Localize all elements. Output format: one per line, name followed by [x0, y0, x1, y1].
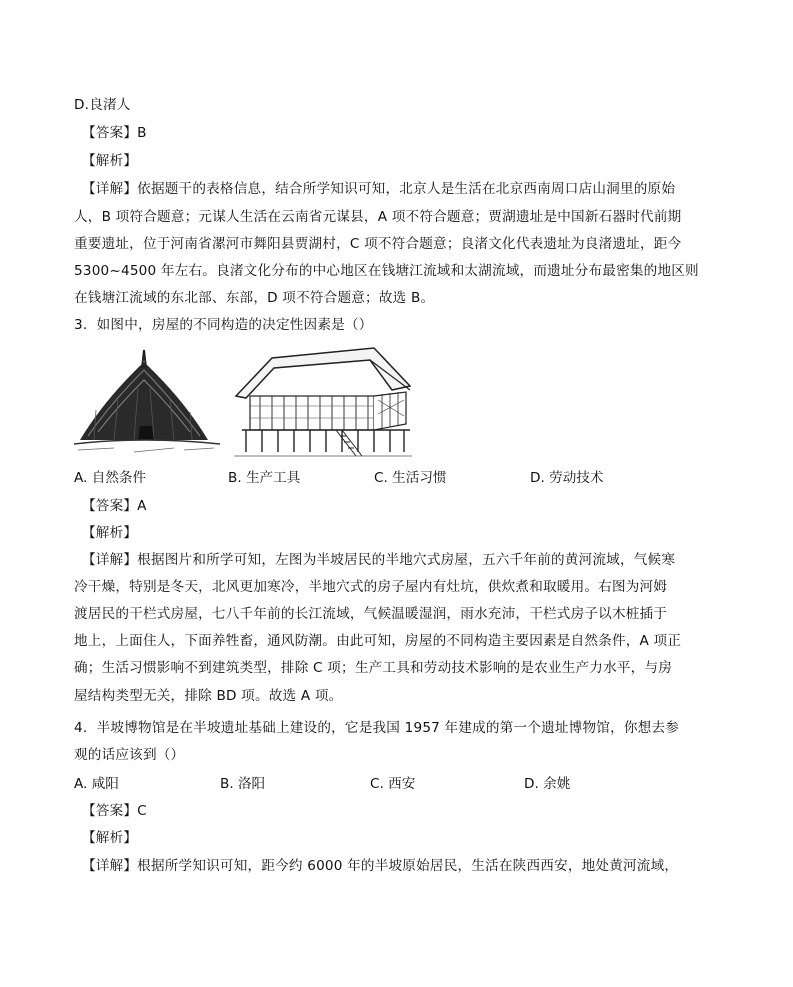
- semi-subterranean-hut-illustration: [74, 350, 220, 452]
- q4-option-a: A. 咸阳: [74, 776, 119, 792]
- q2-option-d: D.良渚人: [74, 97, 131, 113]
- q2-detail-line: 5300~4500 年左右。良渚文化分布的中心地区在钱塘江流域和太湖流域，而遗址分布最密集的地区则: [74, 263, 699, 279]
- q4-option-b: B. 洛阳: [220, 776, 266, 792]
- q2-analysis-heading: 【解析】: [82, 153, 138, 169]
- q4-question: 观的话应该到（）: [74, 747, 185, 763]
- q4-answer: 【答案】C: [82, 803, 147, 819]
- q3-houses-figure: [74, 340, 414, 458]
- q3-detail-line: 确；生活习惯影响不到建筑类型，排除 C 项；生产工具和劳动技术影响的是农业生产力水平，与房: [74, 660, 673, 676]
- q3-detail-line: 地上，上面住人，下面养牲畜，通风防潮。由此可知，房屋的不同构造主要因素是自然条件，A 项正: [74, 633, 682, 649]
- q4-analysis-heading: 【解析】: [82, 830, 138, 846]
- q2-answer: 【答案】B: [82, 125, 147, 141]
- q3-detail-line: 屋结构类型无关，排除 BD 项。故选 A 项。: [74, 688, 343, 704]
- q3-detail-line: 渡居民的干栏式房屋，七八千年前的长江流域，气候温暖湿润，雨水充沛，干栏式房子以木桩插于: [74, 606, 668, 622]
- q2-detail-line: 人，B 项符合题意；元谋人生活在云南省元谋县，A 项不符合题意；贾湖遗址是中国新石器时代前期: [74, 209, 682, 225]
- q3-answer: 【答案】A: [82, 498, 147, 514]
- q3-detail-line: 【详解】根据图片和所学可知，左图为半坡居民的半地穴式房屋，五六千年前的黄河流域，气候寒: [82, 552, 676, 568]
- q3-option-b: B. 生产工具: [228, 470, 301, 486]
- q2-detail-line: 重要遗址，位于河南省漯河市舞阳县贾湖村，C 项不符合题意；良渚文化代表遗址为良渚遗址，距今: [74, 236, 682, 252]
- q4-option-d: D. 余姚: [524, 776, 571, 792]
- q4-question: 4．半坡博物馆是在半坡遗址基础上建设的，它是我国 1957 年建成的第一个遗址博物馆，你想去参: [74, 720, 680, 736]
- q3-option-d: D. 劳动技术: [530, 470, 604, 486]
- q3-question: 3．如图中，房屋的不同构造的决定性因素是（）: [74, 317, 373, 333]
- q3-option-a: A. 自然条件: [74, 470, 147, 486]
- q4-option-c: C. 西安: [370, 776, 416, 792]
- q3-option-c: C. 生活习惯: [374, 470, 447, 486]
- stilt-house-illustration: [234, 348, 412, 456]
- q2-detail-line: 在钱塘江流域的东北部、东部，D 项不符合题意；故选 B。: [74, 290, 435, 306]
- q3-detail-line: 冷干燥，特别是冬天，北风更加寒冷，半地穴式的房子屋内有灶坑，供炊煮和取暖用。右图为河姆: [74, 579, 668, 595]
- q4-detail-line: 【详解】根据所学知识可知，距今约 6000 年的半坡原始居民，生活在陕西西安，地处黄河流域，: [82, 858, 679, 874]
- q3-analysis-heading: 【解析】: [82, 525, 138, 541]
- q2-detail-line: 【详解】依据题干的表格信息，结合所学知识可知，北京人是生活在北京西南周口店山洞里的原始: [82, 181, 676, 197]
